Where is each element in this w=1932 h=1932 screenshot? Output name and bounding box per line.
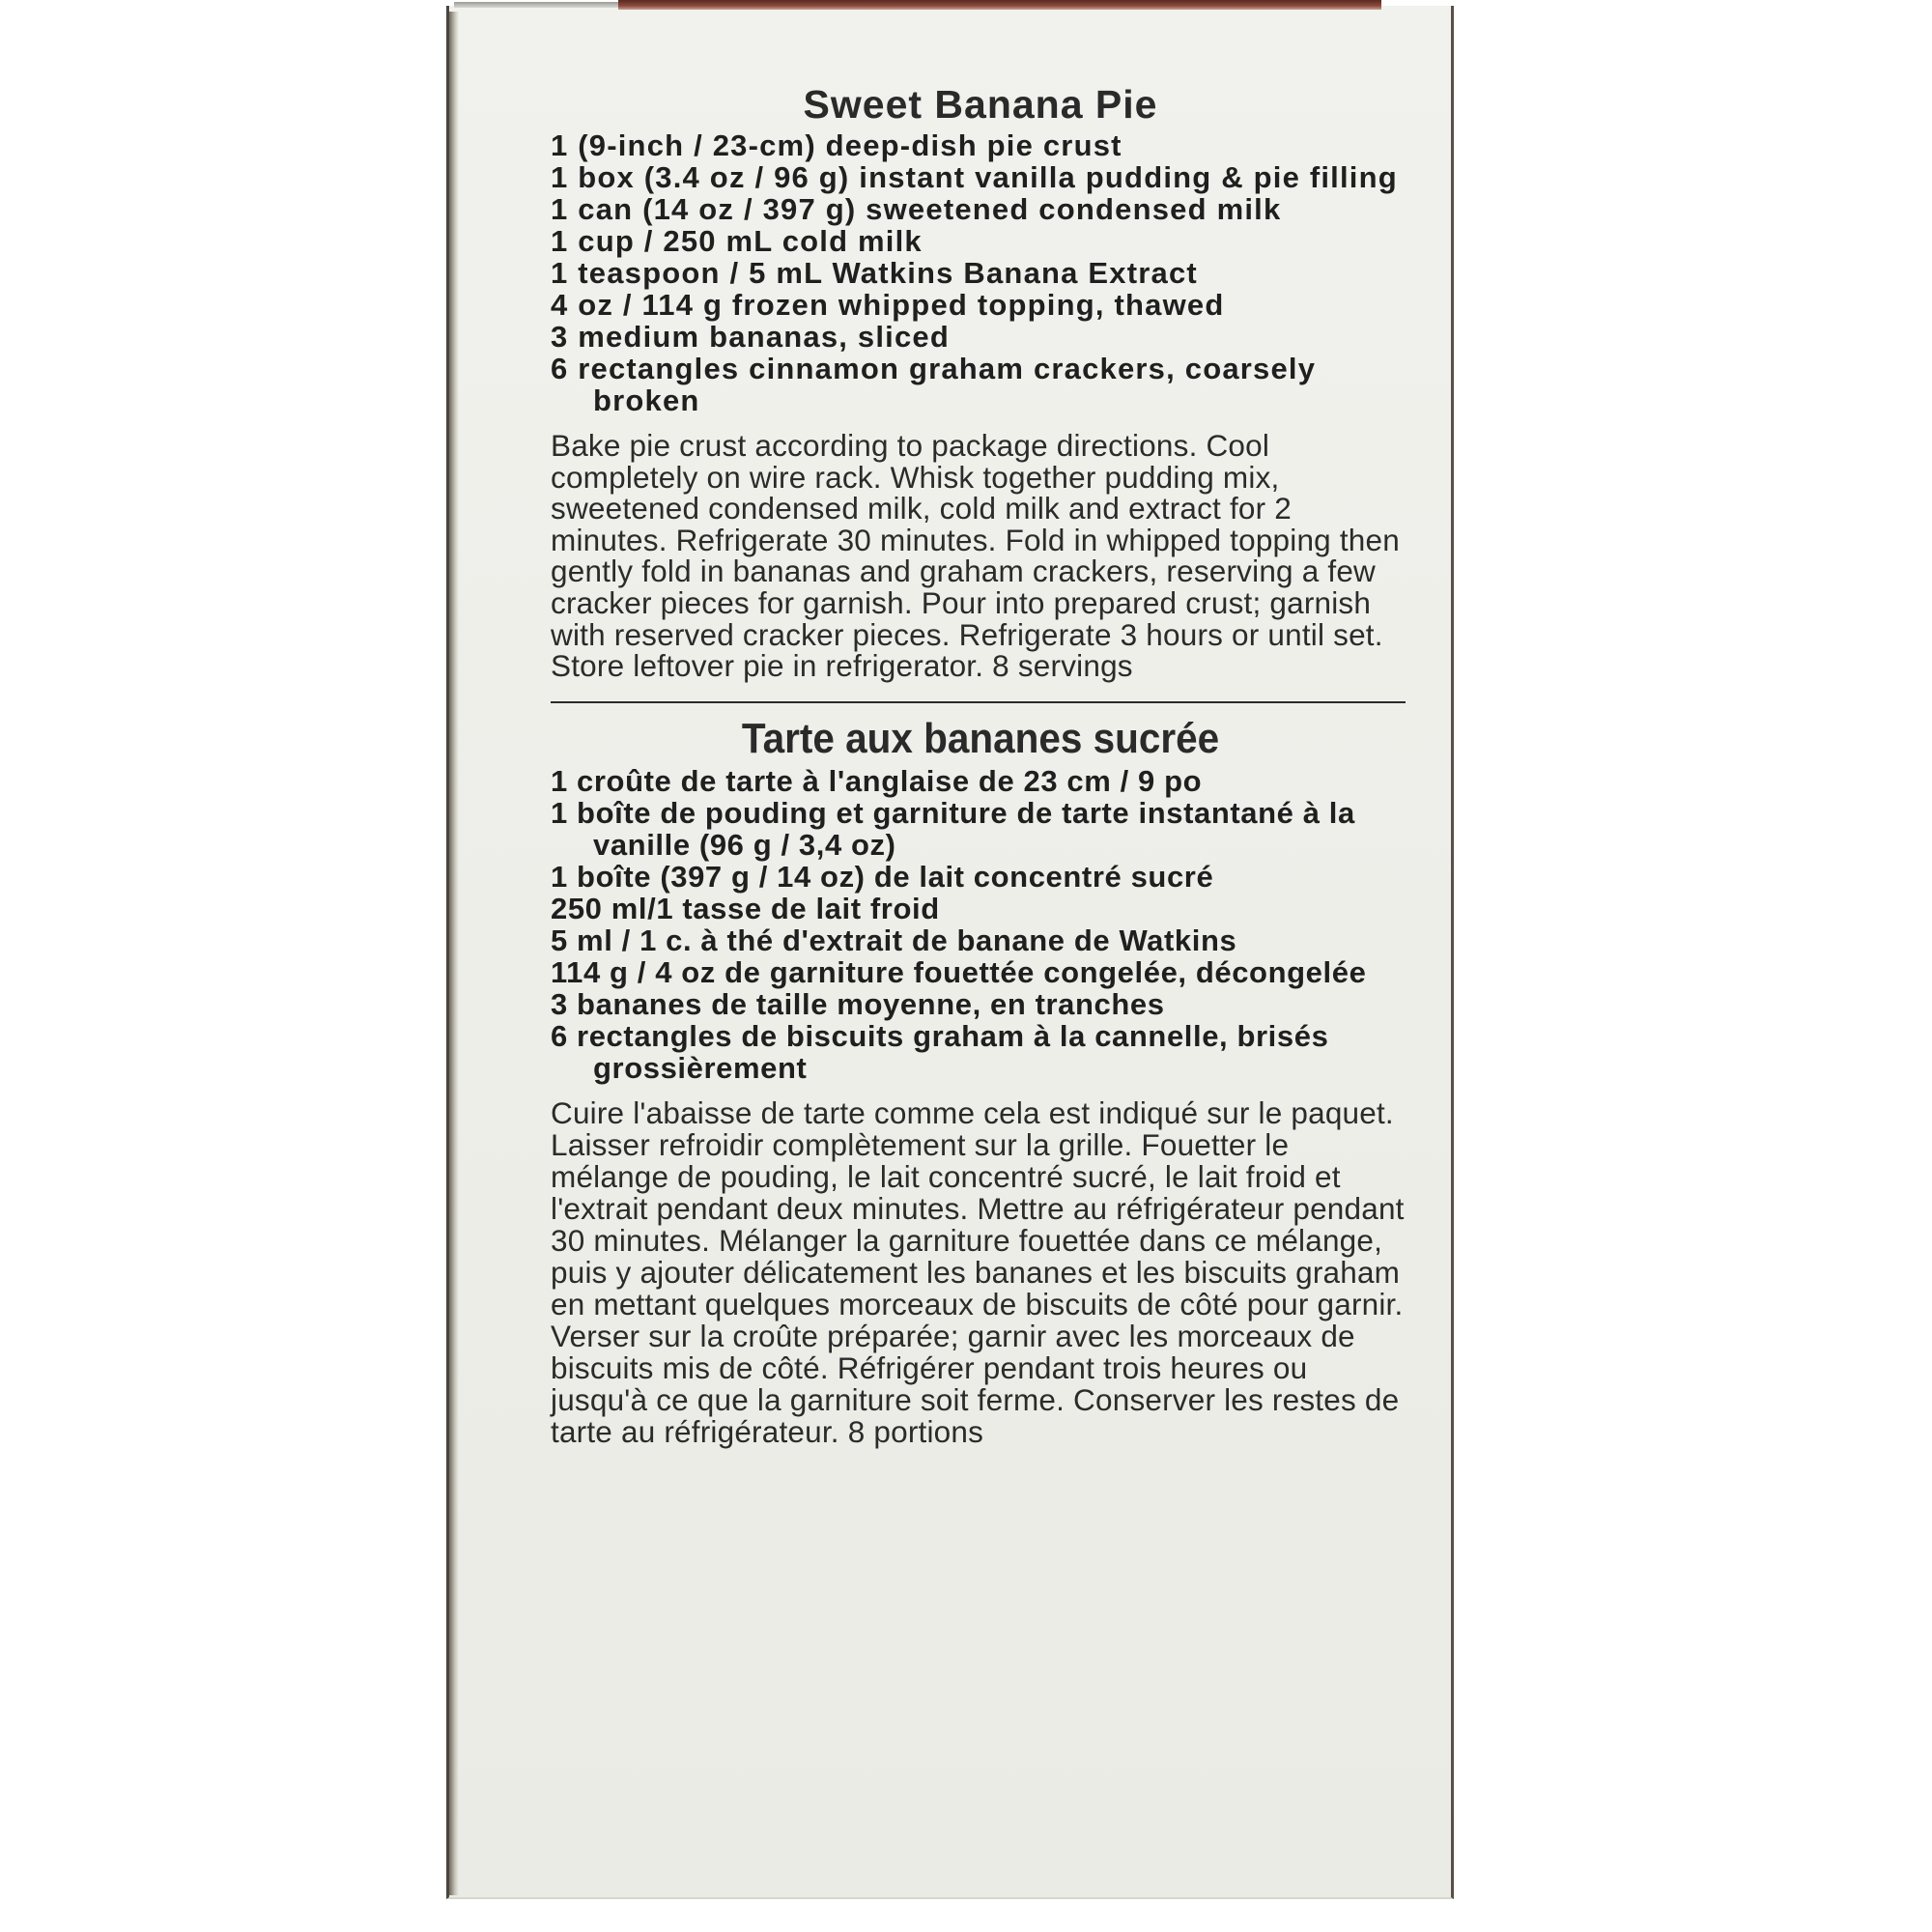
english-recipe (551, 79, 1410, 682)
ingredient-item: 1 cup / 250 mL cold milk (551, 224, 923, 258)
ingredient-item: 1 (9-inch / 23-cm) deep-dish pie crust (551, 128, 1122, 162)
ingredient-item: 1 box (3.4 oz / 96 g) instant vanilla pudding & pie filling (551, 160, 1398, 194)
ingredient-item: 5 ml / 1 c. à thé d'extrait de banane de Watkins (551, 923, 1237, 957)
french-recipe-title: Tarte aux bananes sucrée (741, 714, 1220, 762)
ingredient-item: 3 bananes de taille moyenne, en tranches (551, 986, 1165, 1021)
ingredient-item: 4 oz / 114 g frozen whipped topping, thawed (551, 288, 1225, 322)
english-ingredient-list (551, 129, 1410, 416)
section-divider (551, 701, 1406, 703)
french-recipe (551, 713, 1410, 1448)
ingredient-item: 6 rectangles cinnamon graham crackers, coarsely broken (551, 352, 1317, 417)
ingredient-item: 3 medium bananas, sliced (551, 320, 951, 354)
box-top-red-strip (618, 0, 1381, 10)
box-left-edge-shadow (449, 12, 459, 1895)
ingredient-item: 114 g / 4 oz de garniture fouettée congelée, décongelée (551, 954, 1367, 989)
recipe-content (551, 79, 1410, 1448)
ingredient-item: 1 can (14 oz / 397 g) sweetened condensed milk (551, 192, 1282, 226)
ingredient-item: 1 croûte de tarte à l'anglaise de 23 cm / 9 po (551, 763, 1203, 798)
french-directions: Cuire l'abaisse de tarte comme cela est indiqué sur le paquet. Laisser refroidir complètement sur la grille. Fouetter le mélange de pouding, le lait concentré sucré, le lait froid et l'extrait pendant deux minutes. Mettre au réfrigérateur pendant 30 minutes. Mélanger la garniture fouettée dans ce mélange, puis y ajouter délicatement les bananes et les biscuits graham en mettant quelques morceaux de biscuits de côté pour garnir. Verser sur la croûte préparée; garnir avec les morceaux de biscuits mis de côté. Réfrigérer pendant trois heures ou jusqu'à ce que la garniture soit ferme. Conserver les restes de tarte au réfrigérateur. 8 portions (551, 1094, 1405, 1449)
ingredient-item: 250 ml/1 tasse de lait froid (551, 891, 940, 925)
ingredient-item: 1 boîte (397 g / 14 oz) de lait concentré sucré (551, 859, 1214, 894)
ingredient-item: 6 rectangles de biscuits graham à la cannelle, brisés grossièrement (551, 1018, 1329, 1085)
ingredient-item: 1 boîte de pouding et garniture de tarte instantané à la vanille (96 g / 3,4 oz) (551, 795, 1355, 862)
ingredient-item: 1 teaspoon / 5 mL Watkins Banana Extract (551, 256, 1198, 290)
box-top-edge (454, 2, 618, 8)
english-directions: Bake pie crust according to package directions. Cool completely on wire rack. Whisk together pudding mix, sweetened condensed milk, cold milk and extract for 2 minutes. Refrigerate 30 minutes. Fold in whipped topping then gently fold in bananas and graham crackers, reserving a few cracker pieces for garnish. Pour into prepared crust; garnish with reserved cracker pieces. Refrigerate 3 hours or until set. Store leftover pie in refrigerator. 8 servings (551, 428, 1400, 684)
french-ingredient-list (551, 765, 1410, 1084)
english-recipe-title: Sweet Banana Pie (803, 82, 1158, 127)
